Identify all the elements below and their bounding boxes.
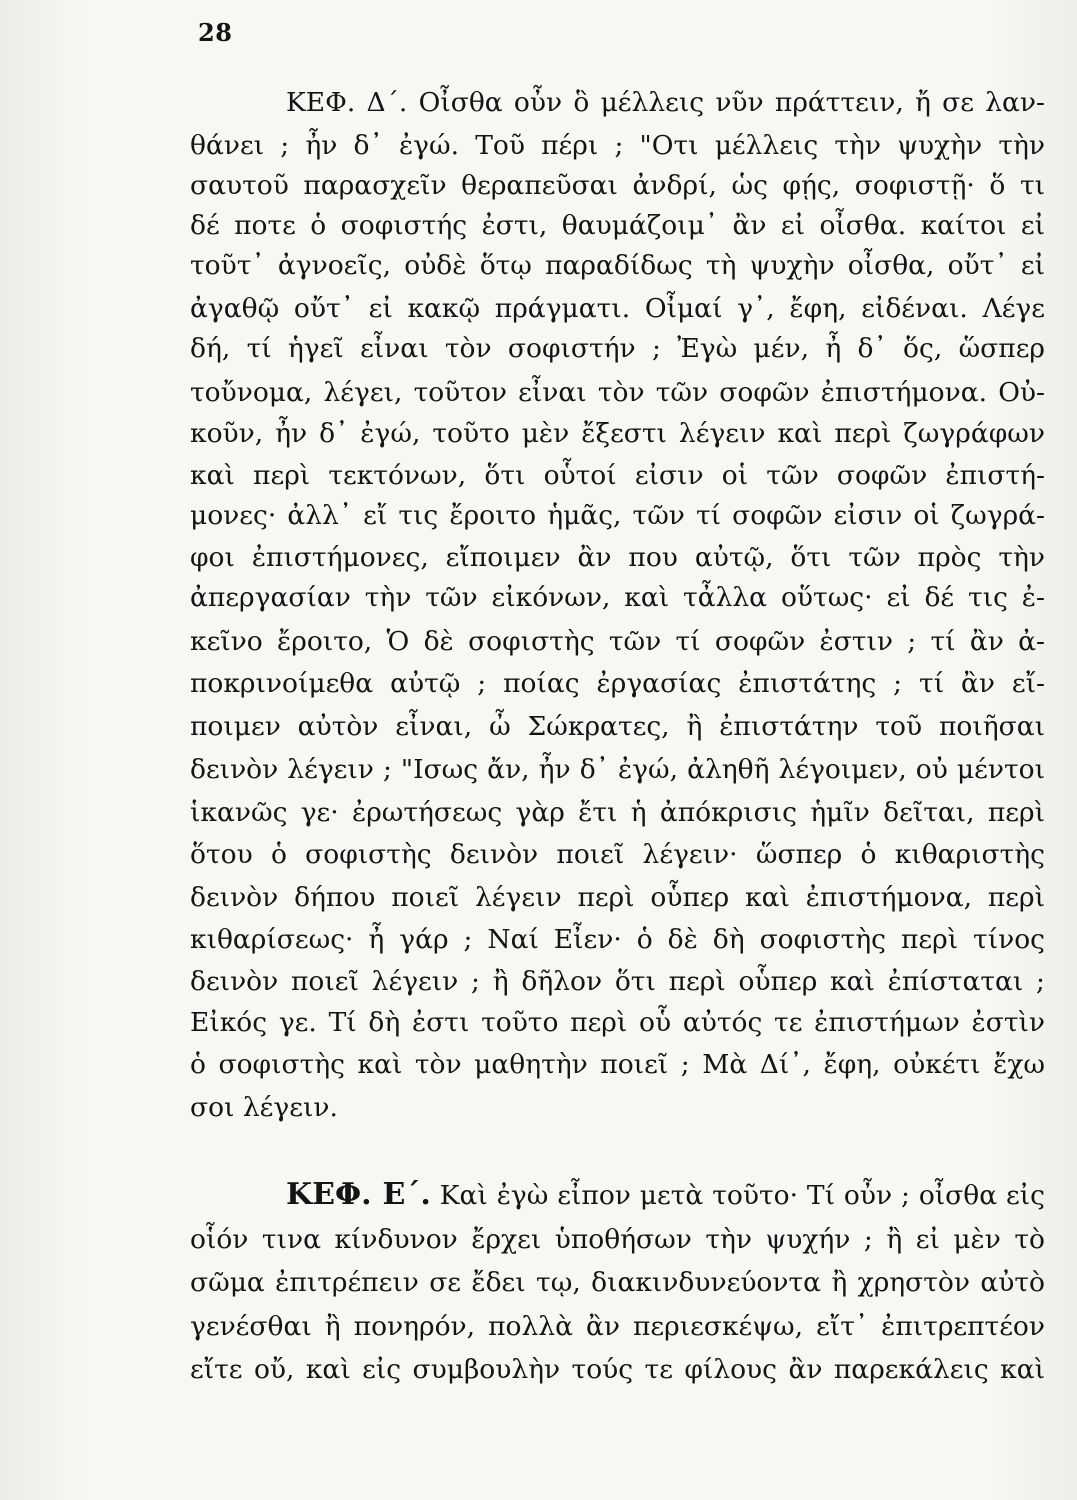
text-line: κιθαρίσεως· ἦ γάρ ; Ναί Εἶεν· ὁ δὲ δὴ σοφιστὴς περὶ τίνος [190, 924, 1045, 955]
text-line: φοι ἐπιστήμονες, εἴποιμεν ἂν που αὐτῷ, ὅτι τῶν πρὸς τὴν [190, 542, 1045, 573]
text-line: σοι λέγειν. [190, 1092, 338, 1123]
text-line: ΚΕΦ. Δ΄. Οἶσθα οὖν ὃ μέλλεις νῦν πράττειν, ἤ σε λαν- [286, 87, 1045, 118]
text-line: ἱκανῶς γε· ἐρωτήσεως γὰρ ἔτι ἡ ἀπόκρισις ἡμῖν δεῖται, περὶ [190, 797, 1045, 828]
text-line: δή, τί ἡγεῖ εἶναι τὸν σοφιστήν ; Ἐγὼ μέν, ἦ δ᾽ ὅς, ὥσπερ [190, 333, 1045, 364]
text-line: γενέσθαι ἢ πονηρόν, πολλὰ ἂν περιεσκέψω, εἴτ᾽ ἐπιτρεπτέον [190, 1311, 1045, 1342]
chapter-e-first-line [286, 1177, 1045, 1212]
text-line: τοὔνομα, λέγει, τοῦτον εἶναι τὸν τῶν σοφῶν ἐπιστήμονα. Οὐ- [190, 377, 1045, 408]
text-line: ἀπεργασίαν τὴν τῶν εἰκόνων, καὶ τἆλλα οὕτως· εἰ δέ τις ἐ- [190, 582, 1045, 613]
text-line: Εἰκός γε. Τί δὴ ἐστι τοῦτο περὶ οὗ αὐτός τε ἐπιστήμων ἐστὶν [190, 1007, 1045, 1038]
text-line: τοῦτ᾽ ἀγνοεῖς, οὐδὲ ὅτῳ παραδίδως τὴ ψυχὴν οἶσθα, οὔτ᾽ εἰ [190, 250, 1045, 281]
text-line: δέ ποτε ὁ σοφιστής ἐστι, θαυμάζοιμ᾽ ἂν εἰ οἶσθα. καίτοι εἰ [190, 210, 1045, 241]
text-line: κεῖνο ἔροιτο, Ὁ δὲ σοφιστὴς τῶν τί σοφῶν ἐστιν ; τί ἂν ἀ- [190, 626, 1045, 657]
chapter-e-first-line-text: Καὶ ἐγὼ εἶπον μετὰ τοῦτο· Τί οὖν ; οἶσθα εἰς [439, 1180, 1045, 1211]
text-line: καὶ περὶ τεκτόνων, ὅτι οὗτοί εἰσιν οἱ τῶν σοφῶν ἐπιστή- [190, 460, 1045, 491]
text-line: θάνει ; ἦν δ᾽ ἐγώ. Τοῦ πέρι ; "Οτι μέλλεις τὴν ψυχὴν τὴν [190, 130, 1045, 161]
page-number: 28 [198, 18, 233, 47]
text-line: ποιμεν αὐτὸν εἶναι, ὦ Σώκρατες, ἢ ἐπιστάτην τοῦ ποιῆσαι [190, 711, 1045, 742]
text-line: κοῦν, ἦν δ᾽ ἐγώ, τοῦτο μὲν ἔξεστι λέγειν καὶ περὶ ζωγράφων [190, 418, 1045, 449]
text-line: σαυτοῦ παρασχεῖν θεραπεῦσαι ἀνδρί, ὡς φῄς, σοφιστῇ· ὅ τι [190, 170, 1045, 201]
text-line: δεινὸν δήπου ποιεῖ λέγειν περὶ οὗπερ καὶ ἐπιστήμονα, περὶ [190, 882, 1045, 913]
text-line: μονες· ἀλλ᾽ εἴ τις ἔροιτο ἡμᾶς, τῶν τί σοφῶν εἰσιν οἱ ζωγρά- [190, 500, 1045, 531]
text-line: ὁ σοφιστὴς καὶ τὸν μαθητὴν ποιεῖ ; Μὰ Δί᾽, ἔφη, οὐκέτι ἔχω [190, 1049, 1045, 1080]
text-line: εἴτε οὔ, καὶ εἰς συμβουλὴν τούς τε φίλους ἂν παρεκάλεις καὶ [190, 1354, 1045, 1385]
text-line: ἀγαθῷ οὔτ᾽ εἰ κακῷ πράγματι. Οἶμαί γ᾽, ἔφη, εἰδέναι. Λέγε [190, 293, 1045, 324]
chapter-heading: ΚΕΦ. Ε΄. [286, 1177, 431, 1212]
text-line: οἷόν τινα κίνδυνον ἔρχει ὑποθήσων τὴν ψυχήν ; ἢ εἰ μὲν τὸ [190, 1224, 1045, 1255]
text-line: δεινὸν ποιεῖ λέγειν ; ἢ δῆλον ὅτι περὶ οὗπερ καὶ ἐπίσταται ; [190, 966, 1045, 997]
text-line: σῶμα ἐπιτρέπειν σε ἔδει τῳ, διακινδυνεύοντα ἢ χρηστὸν αὐτὸ [190, 1267, 1045, 1298]
text-line: ποκρινοίμεθα αὐτῷ ; ποίας ἐργασίας ἐπιστάτης ; τί ἂν εἴ- [190, 668, 1045, 699]
text-line: δεινὸν λέγειν ; "Ισως ἄν, ἦν δ᾽ ἐγώ, ἀληθῆ λέγοιμεν, οὐ μέντοι [190, 754, 1045, 785]
text-line: ὅτου ὁ σοφιστὴς δεινὸν ποιεῖ λέγειν· ὥσπερ ὁ κιθαριστὴς [190, 839, 1045, 870]
